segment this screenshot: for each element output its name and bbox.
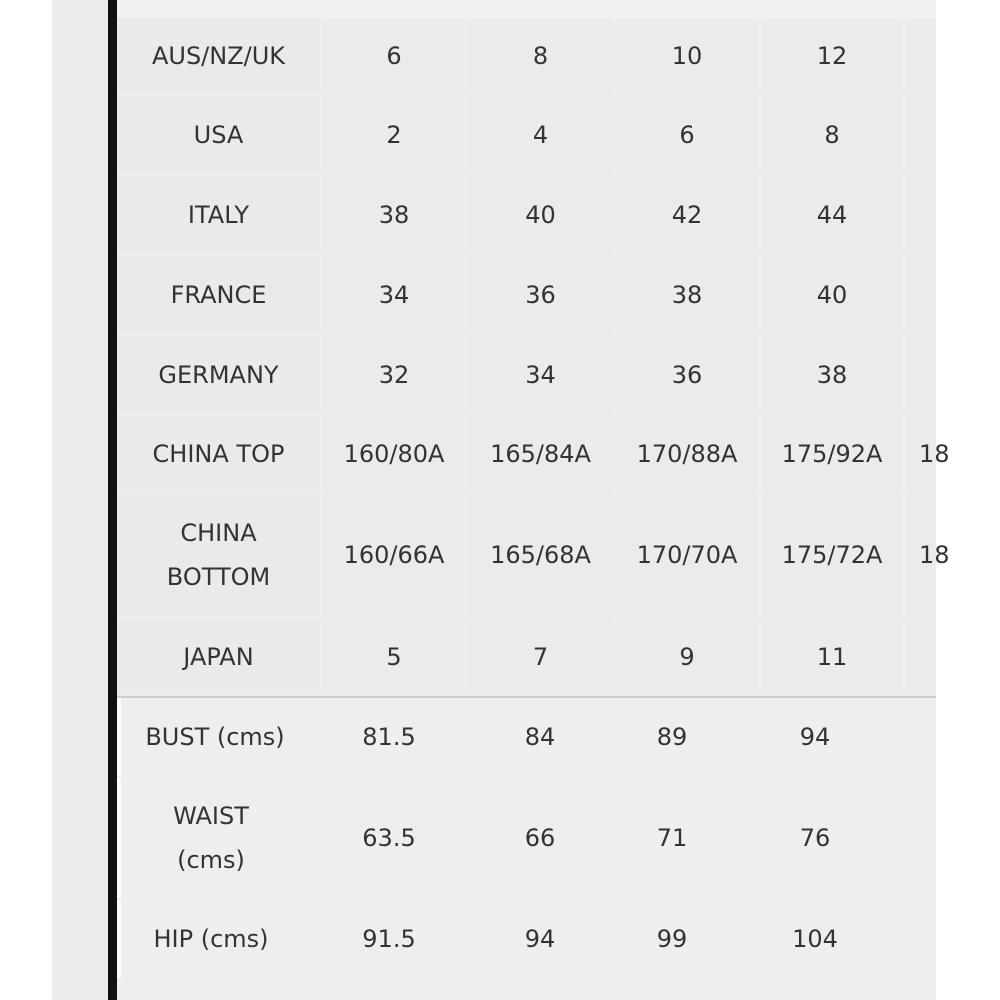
size-cell: 175/72A <box>761 494 903 616</box>
size-cell: 5 <box>322 618 466 695</box>
size-cell: 4 <box>468 96 613 174</box>
size-cell: 34 <box>468 336 613 414</box>
size-cell: 6 <box>615 96 759 174</box>
row-label: FRANCE <box>117 256 320 334</box>
size-cell: 8 <box>468 18 613 94</box>
table-row <box>0 176 1000 254</box>
size-cell: 38 <box>761 336 903 414</box>
size-cell: 170/88A <box>615 416 759 492</box>
measure-cell: 91.5 <box>362 925 416 953</box>
table-row <box>117 900 936 978</box>
size-cell: 44 <box>761 176 903 254</box>
size-cell: 42 <box>615 176 759 254</box>
measure-cell: 81.5 <box>362 723 416 751</box>
measure-cell: 99 <box>656 925 688 953</box>
size-cell: 160/66A <box>322 494 466 616</box>
row-label-line: WAIST <box>173 802 249 830</box>
table-row <box>117 778 936 898</box>
size-cell: 6 <box>322 18 466 94</box>
measure-cell: 84 <box>524 723 556 751</box>
row-label: USA <box>117 96 320 174</box>
size-cell: 34 <box>322 256 466 334</box>
measure-cell: 94 <box>524 925 556 953</box>
measure-cell: 63.5 <box>362 824 416 852</box>
measure-cell: 94 <box>799 723 831 751</box>
size-cell: 160/80A <box>322 416 466 492</box>
size-cell-partial <box>905 336 936 414</box>
size-cell: 170/70A <box>615 494 759 616</box>
size-cell-partial: 18 <box>905 494 936 616</box>
size-cell: 36 <box>468 256 613 334</box>
row-label: AUS/NZ/UK <box>117 18 320 94</box>
size-cell: 11 <box>761 618 903 695</box>
table-row <box>0 18 1000 94</box>
size-cell: 7 <box>468 618 613 695</box>
size-cell: 2 <box>322 96 466 174</box>
size-cell-partial <box>905 96 936 174</box>
table-row <box>0 618 1000 695</box>
table-row <box>0 494 1000 616</box>
size-cell-partial <box>905 618 936 695</box>
table-row <box>117 698 936 776</box>
row-label <box>121 778 301 898</box>
size-cell-partial: 18 <box>905 416 936 492</box>
row-label: CHINA TOP <box>117 416 320 492</box>
size-cell: 12 <box>761 18 903 94</box>
size-cell: 9 <box>615 618 759 695</box>
measure-cell: 89 <box>656 723 688 751</box>
size-cell-partial <box>905 256 936 334</box>
size-cell: 165/84A <box>468 416 613 492</box>
table-row <box>0 416 1000 492</box>
table-row <box>0 96 1000 174</box>
size-cell: 38 <box>615 256 759 334</box>
row-label: GERMANY <box>117 336 320 414</box>
size-cell: 40 <box>761 256 903 334</box>
size-cell: 40 <box>468 176 613 254</box>
measure-cell: 104 <box>792 925 838 953</box>
size-cell: 36 <box>615 336 759 414</box>
row-label: BUST (cms) <box>145 723 285 751</box>
row-label-line: CHINA <box>180 519 257 547</box>
size-cell: 8 <box>761 96 903 174</box>
table-row <box>0 256 1000 334</box>
size-cell: 38 <box>322 176 466 254</box>
table-row <box>0 336 1000 414</box>
row-label-line: BOTTOM <box>166 563 271 591</box>
measure-cell: 66 <box>524 824 556 852</box>
row-label <box>117 494 320 616</box>
size-cell: 10 <box>615 18 759 94</box>
row-label: JAPAN <box>117 618 320 695</box>
size-cell-partial <box>905 176 936 254</box>
measure-cell: 71 <box>656 824 688 852</box>
row-label: HIP (cms) <box>153 925 269 953</box>
measure-cell: 76 <box>799 824 831 852</box>
row-label-line: (cms) <box>177 846 245 874</box>
size-cell: 175/92A <box>761 416 903 492</box>
row-label: ITALY <box>117 176 320 254</box>
size-cell: 165/68A <box>468 494 613 616</box>
table-top-strip <box>117 0 936 18</box>
size-cell: 32 <box>322 336 466 414</box>
size-cell-partial <box>905 18 936 94</box>
